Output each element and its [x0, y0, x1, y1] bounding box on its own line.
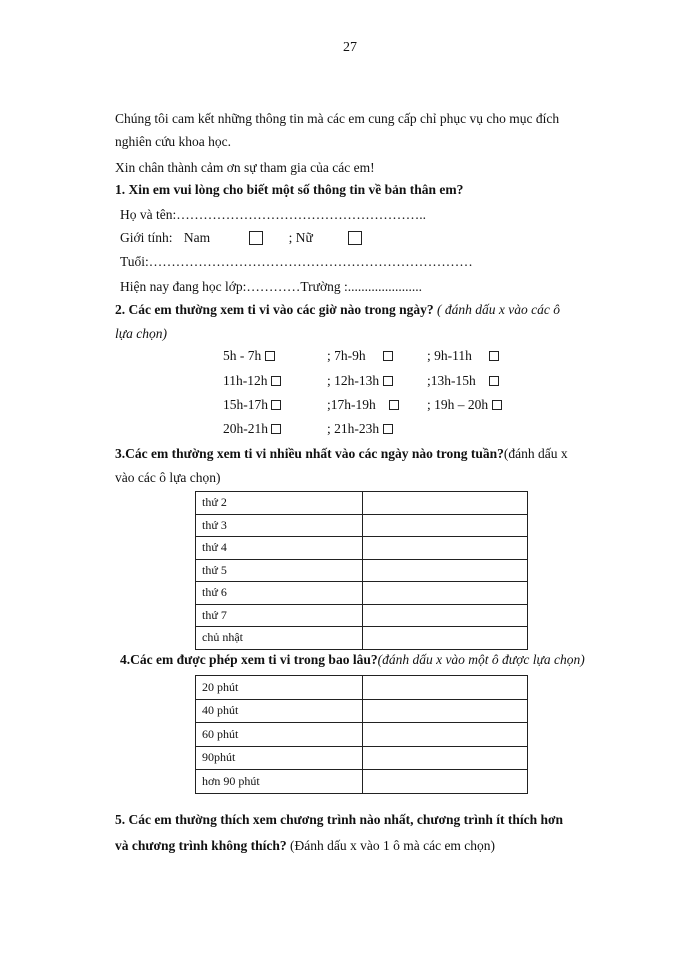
gender-row [120, 230, 362, 246]
intro-line-3: Xin chân thành cảm ơn sự tham gia của các em! [115, 160, 375, 175]
table-row [196, 676, 528, 700]
time-slot-option[interactable]: 15h-17h [223, 397, 327, 413]
answer-cell[interactable] [363, 699, 528, 723]
checkbox[interactable] [265, 351, 275, 361]
duration-table [195, 675, 528, 794]
table-row [196, 559, 528, 582]
checkbox[interactable] [271, 376, 281, 386]
checkbox[interactable] [383, 351, 393, 361]
gender-male-checkbox[interactable] [249, 231, 263, 245]
time-slot-option[interactable]: ;13h-15h [427, 373, 527, 389]
checkbox[interactable] [489, 351, 499, 361]
intro-line-2: nghiên cứu khoa học. [115, 134, 232, 149]
gender-female-label: ; Nữ [288, 230, 313, 245]
day-label: thứ 6 [196, 582, 363, 605]
page-number: 27 [343, 40, 357, 55]
duration-label: 40 phút [196, 699, 363, 723]
time-slot-row-2 [223, 373, 527, 389]
time-slot-option[interactable]: 11h-12h [223, 373, 327, 389]
table-row [196, 604, 528, 627]
day-label: thứ 5 [196, 559, 363, 582]
answer-cell[interactable] [363, 746, 528, 770]
day-label: thứ 3 [196, 514, 363, 537]
checkbox[interactable] [271, 400, 281, 410]
checkbox[interactable] [389, 400, 399, 410]
time-slot-option[interactable]: ; 21h-23h [327, 421, 427, 437]
question-4-hint: (đánh dấu x vào một ô được lựa chọn) [377, 652, 585, 667]
time-slot-option[interactable]: ; 12h-13h [327, 373, 427, 389]
answer-cell[interactable] [363, 559, 528, 582]
checkbox[interactable] [383, 376, 393, 386]
table-row [196, 627, 528, 650]
checkbox[interactable] [489, 376, 499, 386]
table-row [196, 492, 528, 515]
answer-cell[interactable] [363, 604, 528, 627]
answer-cell[interactable] [363, 676, 528, 700]
answer-cell[interactable] [363, 537, 528, 560]
gender-label: Giới tính: [120, 230, 173, 245]
checkbox[interactable] [492, 400, 502, 410]
intro-line-1: Chúng tôi cam kết những thông tin mà các em cung cấp chỉ phục vụ cho mục đích [115, 111, 560, 126]
day-label: thứ 4 [196, 537, 363, 560]
duration-label: 20 phút [196, 676, 363, 700]
time-slot-option[interactable]: ;17h-19h [327, 397, 427, 413]
question-5-title-line-1: 5. Các em thường thích xem chương trình nào nhất, chương trình ít thích hơn [115, 812, 563, 827]
answer-cell[interactable] [363, 582, 528, 605]
table-row [196, 582, 528, 605]
duration-label: hơn 90 phút [196, 770, 363, 794]
day-label: thứ 7 [196, 604, 363, 627]
question-5-text: và chương trình không thích? [115, 838, 287, 853]
checkbox[interactable] [383, 424, 393, 434]
table-row [196, 746, 528, 770]
answer-cell[interactable] [363, 723, 528, 747]
duration-label: 90phút [196, 746, 363, 770]
age-line: Tuổi:……………………………………………………………… [120, 254, 473, 269]
day-label: thứ 2 [196, 492, 363, 515]
time-slot-row-1 [223, 348, 527, 364]
time-slot-option[interactable]: ; 7h-9h [327, 348, 427, 364]
time-slot-option[interactable]: ; 19h – 20h [427, 397, 527, 413]
question-2-title [115, 302, 560, 318]
table-row [196, 514, 528, 537]
answer-cell[interactable] [363, 492, 528, 515]
table-row [196, 699, 528, 723]
table-row [196, 723, 528, 747]
answer-cell[interactable] [363, 770, 528, 794]
time-slot-row-3 [223, 397, 527, 413]
question-3-title [115, 446, 568, 462]
duration-label: 60 phút [196, 723, 363, 747]
gender-female-checkbox[interactable] [348, 231, 362, 245]
question-2-hint: ( đánh dấu x vào các ô [437, 302, 560, 317]
question-3-hint: (đánh dấu x [503, 446, 568, 461]
name-line: Họ và tên:……………………………………………….. [120, 207, 426, 222]
class-school-line: Hiện nay đang học lớp:…………Trường :...................... [120, 279, 422, 294]
question-5-title-line-2 [115, 838, 495, 854]
checkbox[interactable] [271, 424, 281, 434]
answer-cell[interactable] [363, 514, 528, 537]
question-2-text: 2. Các em thường xem ti vi vào các giờ nào trong ngày? [115, 302, 434, 317]
question-3-text: 3.Các em thường xem ti vi nhiều nhất vào các ngày nào trong tuần? [115, 446, 504, 461]
time-slot-option[interactable]: 5h - 7h [223, 348, 327, 364]
time-slot-option[interactable]: 20h-21h [223, 421, 327, 437]
answer-cell[interactable] [363, 627, 528, 650]
table-row [196, 770, 528, 794]
time-slot-option[interactable]: ; 9h-11h [427, 348, 527, 364]
day-label: chủ nhật [196, 627, 363, 650]
question-4-text: 4.Các em được phép xem ti vi trong bao lâu? [120, 652, 378, 667]
table-row [196, 537, 528, 560]
gender-male-label: Nam [183, 230, 211, 245]
question-5-hint: (Đánh dấu x vào 1 ô mà các em chọn) [290, 838, 496, 853]
time-slot-row-4 [223, 421, 427, 437]
question-4-title [120, 652, 585, 668]
weekday-table [195, 491, 528, 650]
question-1-title: 1. Xin em vui lòng cho biết một số thông tin về bản thân em? [115, 182, 464, 197]
question-2-hint-cont: lựa chọn) [115, 326, 167, 341]
question-3-hint-cont: vào các ô lựa chọn) [115, 470, 221, 485]
